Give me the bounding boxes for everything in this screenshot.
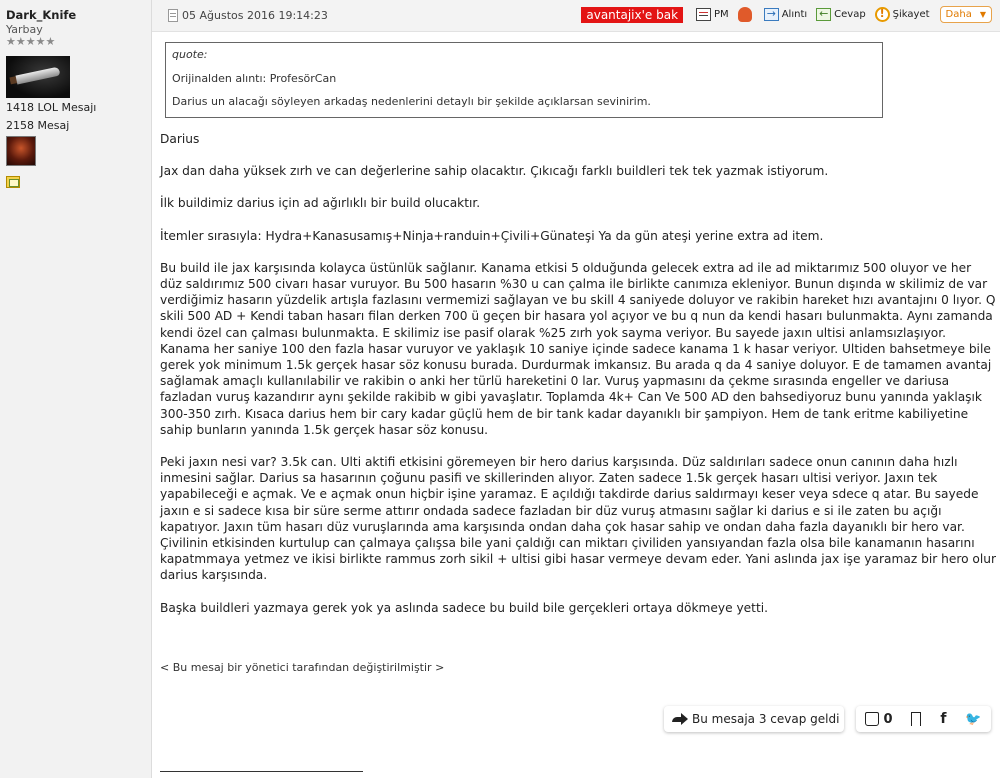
- quote-icon: [764, 8, 779, 21]
- edited-note: < Bu mesaj bir yönetici tarafından değiştirilmiştir >: [160, 661, 445, 674]
- post-paragraph: İtemler sırasıyla: Hydra+Kanasusamış+Ninja+randuin+Çivili+Günateşi Ya da gün ateşi yerine extra ad item.: [160, 228, 824, 243]
- username[interactable]: Dark_Knife: [6, 8, 77, 22]
- thumbs-hand-icon: [738, 7, 752, 22]
- thumbs-up-icon: [865, 712, 879, 726]
- replies-button[interactable]: [664, 706, 844, 732]
- warning-icon: [875, 7, 890, 22]
- report-button[interactable]: [875, 7, 930, 22]
- post-paragraph: Başka buildleri yazmaya gerek yok ya aslında sadece bu build bile gerçekleri ortaya dökmeye yetti.: [160, 600, 768, 615]
- knife-icon: [16, 67, 61, 85]
- pm-icon: [696, 8, 711, 21]
- user-badge-icon[interactable]: [6, 176, 20, 188]
- social-bar: [856, 706, 991, 732]
- quote-block: [165, 42, 883, 118]
- more-dropdown[interactable]: [940, 6, 992, 23]
- post-paragraph: Darius: [160, 132, 200, 146]
- post-count: 2158 Mesaj: [6, 119, 70, 132]
- post-actions: [581, 6, 992, 23]
- post-header: [152, 0, 1000, 32]
- post-paragraph: Bu build ile jax karşısında kolayca üstünlük sağlanır. Kanama etkisi 5 olduğunda gelecek extra ad ile ad miktarımız 500 oluyor ve her düz saldırımız 500 civarı hasar vuruyor. Bu 500 hasarın %30 u can çalma ile birlikte canımıza ekleniyor. Bunun dışında w skilimiz de var verdiğimiz hasarın yüzdelik artışla fazlasını vermemizi sağlayan ve bu skill 4 saniyede doluyor ve rakibin hareket hızı avantajını 0 lıyor. Q skili 500 AD + Kendi taban hasarı filan derken 700 ü geçen bir hasara yol açıyor ve bu q nun da kendi hasarı bulunmakta. Aynı zamanda kendi özel can çalması bulunmakta. E skilimiz ise pasif olarak %25 zırh yok sayma veriyor. Bu sayede jaxın ultisi anlamsızlaşıyor. Kanama her saniye 100 den fazla hasar vuruyor ve yaklaşık 10 saniye içinde sadece kanama 1 k hasar veriyor. Ultiden bahsetmeye bile gerek yok minimum 1.5k gerçek hasar söz konusu burada. Durdurmak imkansız. Bu arada q da 4 saniye doluyor. E de tamamen avantaj sağlamak amaçlı kullanılabilir ve rakibin o anki her türlü hareketini 0 lar. Vuruş yapmasını da çekme sırasında engeller ve dariusa fazladan vuruş kazandırır aynı şekilde rakibib w gibi yavaşlatır. Toplamda 4k+ Can Ve 500 AD den bahsediyoruz bunu yanında yaklaşık 300-350 zırh. Kısaca darius hem bir cary kadar güçlü hem de bir tank kadar dayanıklı bir şampiyon. Hem de tank eritme kabiliyetine sahip bunların yanında 1.5k gerçek hasar söz konusu.: [160, 260, 996, 437]
- reply-icon: [816, 8, 831, 21]
- champion-icon[interactable]: [6, 136, 36, 166]
- user-rank: Yarbay: [6, 23, 43, 36]
- reply-button[interactable]: [816, 8, 866, 21]
- signature-divider: [160, 771, 363, 772]
- lol-post-count: 1418 LOL Mesajı: [6, 101, 97, 114]
- chevron-down-icon: ▼: [979, 10, 986, 19]
- more-label: Daha: [945, 9, 972, 20]
- post-paragraph: Peki jaxın nesi var? 3.5k can. Ulti aktifi etkisini göremeyen bir hero darius karşısında. Düz saldırıları sadece onun canının daha hızlı inmesini sağlar. Darius sa hasarının çoğunu pasifi ve skillerinden alıyor. Zaten sadece 1.5k gerçek hasarı ultisi veriyor. Jaxın tek yapabileceği e açmak. Ve e açmak onun hiçbir işine yaramaz. E açıldığı takdirde darius saldırmayı keser veya sdece q atar. Bu sayede jaxın e si sadece kısa bir süre serme attırır ondada sadece fazladan bir düz vuruş atmasını sağlar ki darius e si ile zaten bu açığı kapatıyor. Jaxın tüm hasarı düz vuruşlarında ama karşısında ondan daha çok hasar sahip ve ondan daha fazla dayanıklı bir hero var. Çivilinin etkisinden kurtulup can çalmaya çalışsa bile yani çaldığı can miktarı çiviliden yansıyandan fazla olsa bile kanamanın hasarını kapatmmaya yetmez ve ikisi birlikte rammus zorh sikil + ultisi gibi hasar vermeye devam eder. Yani aslında jax işe yaramaz bir hero olur darius karşısında.: [160, 455, 996, 583]
- replies-label: Bu mesaja 3 cevap geldi: [692, 712, 840, 726]
- reply-label: Cevap: [834, 9, 866, 20]
- promo-button[interactable]: avantajix'e bak: [581, 7, 683, 23]
- report-label: Şikayet: [892, 9, 930, 20]
- like-count: 0: [883, 711, 893, 727]
- avatar[interactable]: [6, 56, 70, 98]
- post-paragraph: Jax dan daha yüksek zırh ve can değerlerine sahip olacaktır. Çıkıcağı farklı buildleri tek tek yazmak istiyorum.: [160, 164, 829, 179]
- post-date: [168, 9, 328, 22]
- document-icon: [168, 9, 178, 22]
- quote-header: quote:: [172, 48, 208, 61]
- pm-label: PM: [714, 9, 729, 20]
- share-arrow-icon: [672, 713, 688, 725]
- quote-source: Orijinalden alıntı: ProfesörCan: [172, 72, 337, 85]
- thumb-button[interactable]: [738, 7, 755, 22]
- like-button[interactable]: [865, 712, 892, 727]
- pm-button[interactable]: [696, 8, 729, 21]
- post-date-text: 05 Ağustos 2016 19:14:23: [182, 9, 328, 22]
- quote-text: Darius un alacağı söyleyen arkadaş nedenlerini detaylı bir şekilde açıklarsan sevinirim.: [172, 95, 651, 108]
- post-paragraph: İlk buildimiz darius için ad ağırlıklı bir build olucaktır.: [160, 196, 481, 211]
- quote-label: Alıntı: [781, 9, 808, 20]
- bookmark-icon: [911, 712, 921, 726]
- facebook-icon[interactable]: f: [940, 711, 947, 727]
- rank-stars: ★★★★★: [6, 35, 56, 48]
- twitter-icon[interactable]: 🐦: [965, 711, 982, 727]
- quote-button[interactable]: [764, 8, 807, 21]
- bookmark-button[interactable]: [911, 712, 921, 726]
- user-sidebar: [0, 0, 152, 778]
- post-body: [160, 131, 996, 632]
